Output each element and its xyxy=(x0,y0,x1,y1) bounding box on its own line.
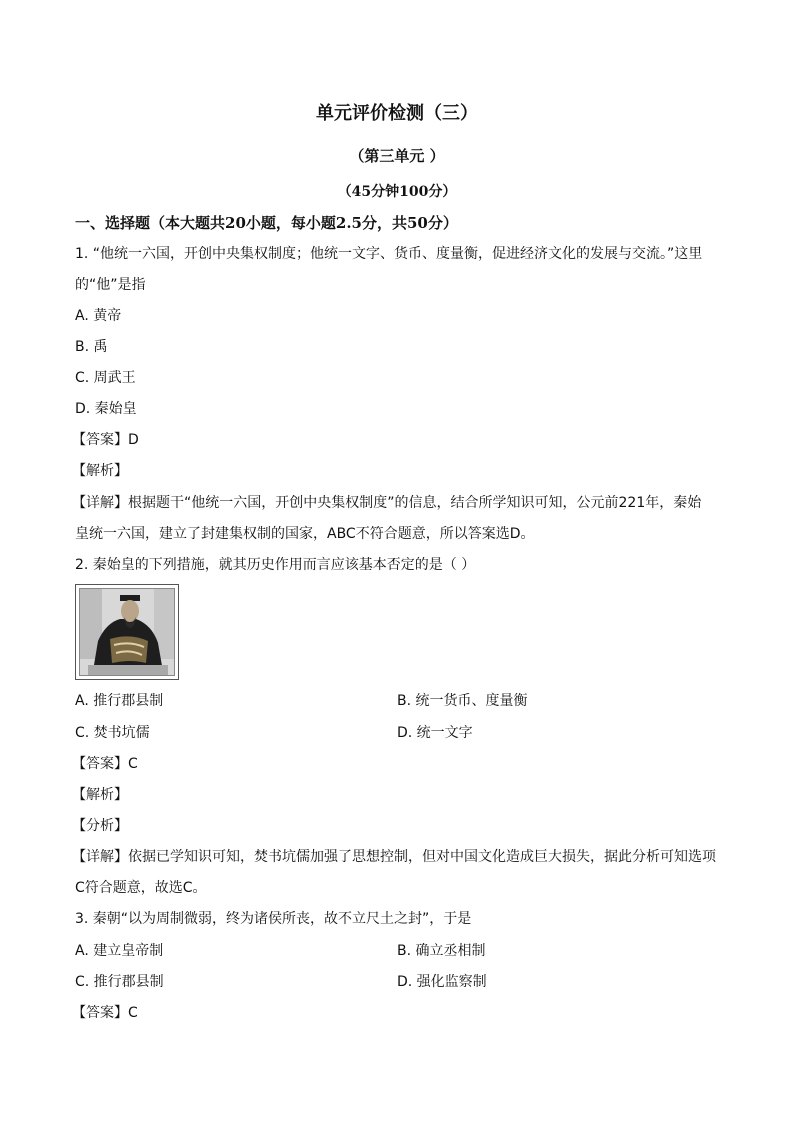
q3-option-d: D. 强化监察制 xyxy=(397,974,487,990)
q1-answer: 【答案】D xyxy=(72,432,139,448)
q2-option-c: C. 焚书坑儒 xyxy=(75,725,150,741)
q3-answer: 【答案】C xyxy=(72,1005,138,1021)
q2-answer: 【答案】C xyxy=(72,756,138,772)
q3-option-c: C. 推行郡县制 xyxy=(75,974,164,990)
q1-analysis-label: 【解析】 xyxy=(72,463,128,479)
q1-option-d: D. 秦始皇 xyxy=(75,401,137,417)
q3-option-a: A. 建立皇帝制 xyxy=(75,943,164,959)
q2-detail-line2: C符合题意，故选C。 xyxy=(75,880,207,896)
q2-detail-line1: 【详解】依据已学知识可知，焚书坑儒加强了思想控制，但对中国文化造成巨大损失，据此分析可知选项 xyxy=(72,849,716,865)
q3-option-b: B. 确立丞相制 xyxy=(397,943,486,959)
q1-stem-line2: 的“他”是指 xyxy=(75,277,146,293)
time-score-note: （45分钟100分） xyxy=(337,184,457,200)
section-heading: 一、选择题（本大题共20小题，每小题2.5分，共50分） xyxy=(75,214,458,232)
q2-option-d: D. 统一文字 xyxy=(397,725,473,741)
q1-option-b: B. 禹 xyxy=(75,339,108,355)
q2-fenxi-label: 【分析】 xyxy=(72,818,128,834)
q1-option-c: C. 周武王 xyxy=(75,370,136,386)
qin-shihuang-portrait-image xyxy=(75,584,179,680)
q2-analysis-label: 【解析】 xyxy=(72,787,128,803)
q1-option-a: A. 黄帝 xyxy=(75,308,122,324)
q1-detail-line2: 皇统一六国，建立了封建集权制的国家，ABC不符合题意，所以答案选D。 xyxy=(75,526,535,542)
q2-option-a: A. 推行郡县制 xyxy=(75,693,164,709)
page-title: 单元评价检测（三） xyxy=(316,103,478,124)
portrait-illustration xyxy=(80,589,175,676)
q1-stem-line1: 1. “他统一六国，开创中央集权制度；他统一文字、货币、度量衡，促进经济文化的发展与交流。”这里 xyxy=(75,246,703,262)
q2-stem: 2. 秦始皇的下列措施，就其历史作用而言应该基本否定的是（ ） xyxy=(75,557,476,573)
q3-stem: 3. 秦朝“以为周制微弱，终为诸侯所丧，故不立尺土之封”，于是 xyxy=(75,911,472,927)
unit-subtitle: （第三单元 ） xyxy=(349,147,445,165)
q1-detail-line1: 【详解】根据题干“他统一六国，开创中央集权制度”的信息，结合所学知识可知，公元前221年，秦始 xyxy=(72,495,702,511)
q2-option-b: B. 统一货币、度量衡 xyxy=(397,693,528,709)
